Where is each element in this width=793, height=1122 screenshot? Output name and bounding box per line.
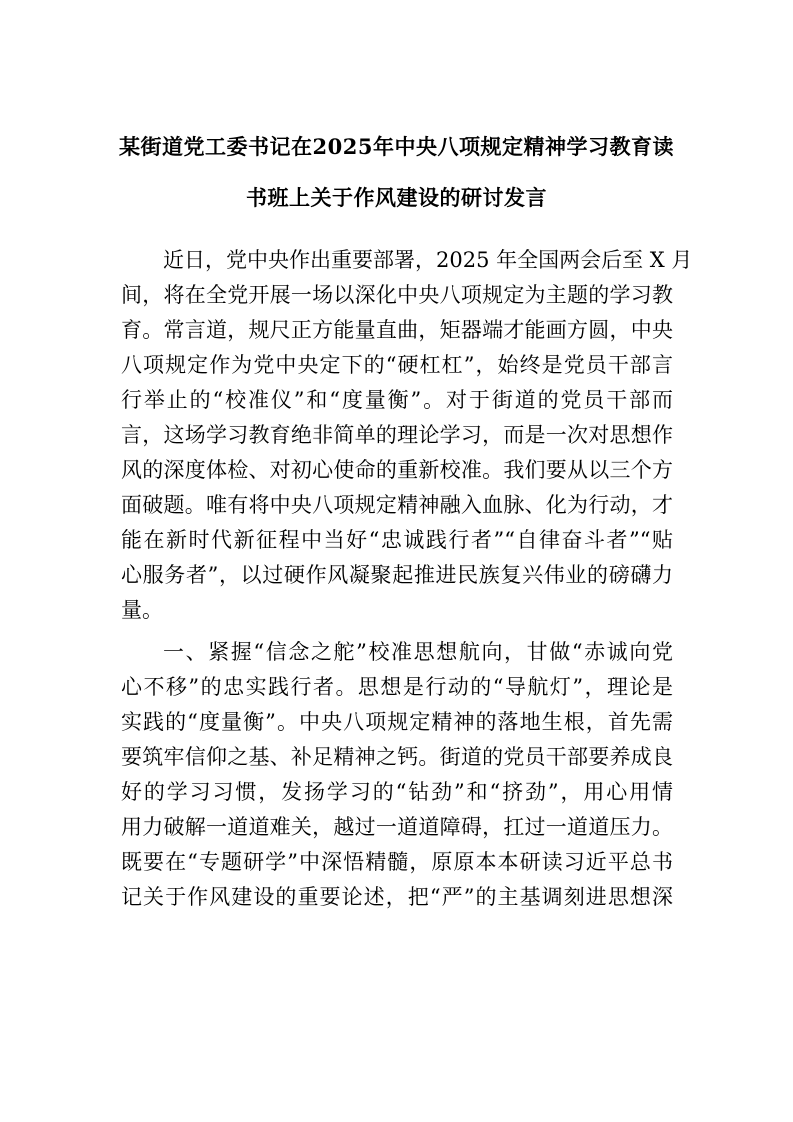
paragraph-1-line-4: 八项规定作为党中央定下的“硬杠杠”，始终是党员干部言 <box>121 353 673 377</box>
paragraph-1-line-3: 育。常言道，规尺正方能量直曲，矩器端才能画方圆，中央 <box>121 318 673 342</box>
paragraph-2-line-5: 好的学习习惯，发扬学习的“钻劲”和“挤劲”，用心用情 <box>121 780 673 804</box>
paragraph-1-line-11: 量。 <box>121 598 163 622</box>
paragraph-1-line-9: 能在新时代新征程中当好“忠诚践行者”“自律奋斗者”“贴 <box>121 528 673 552</box>
paragraph-2-line-3: 实践的“度量衡”。中央八项规定精神的落地生根，首先需 <box>121 710 673 734</box>
paragraph-2-line-7: 既要在“专题研学”中深悟精髓，原原本本研读习近平总书 <box>121 850 673 874</box>
paragraph-1-line-8: 面破题。唯有将中央八项规定精神融入血脉、化为行动，才 <box>121 493 673 517</box>
paragraph-1-line-1: 近日，党中央作出重要部署，2025 年全国两会后至 X 月 <box>163 248 693 272</box>
paragraph-2-line-1: 一、紧握“信念之舵”校准思想航向，甘做“赤诚向党 <box>163 640 673 664</box>
paragraph-2-line-2: 心不移”的忠实践行者。思想是行动的“导航灯”，理论是 <box>121 675 673 699</box>
paragraph-1-line-10: 心服务者”，以过硬作风凝聚起推进民族复兴伟业的磅礴力 <box>121 563 673 587</box>
paragraph-1-line-5: 行举止的“校准仪”和“度量衡”。对于街道的党员干部而 <box>121 388 673 412</box>
paragraph-2-line-4: 要筑牢信仰之基、补足精神之钙。街道的党员干部要养成良 <box>121 745 673 769</box>
paragraph-2-line-8: 记关于作风建设的重要论述，把“严”的主基调刻进思想深 <box>121 885 673 909</box>
document-title-line-2: 书班上关于作风建设的研讨发言 <box>246 185 547 210</box>
document-title-line-1: 某街道党工委书记在2025年中央八项规定精神学习教育读 <box>119 134 674 159</box>
paragraph-1-line-7: 风的深度体检、对初心使命的重新校准。我们要从以三个方 <box>121 458 673 482</box>
paragraph-1-line-6: 言，这场学习教育绝非简单的理论学习，而是一次对思想作 <box>121 423 673 447</box>
paragraph-2-line-6: 用力破解一道道难关，越过一道道障碍，扛过一道道压力。 <box>121 815 673 839</box>
paragraph-1-line-2: 间，将在全党开展一场以深化中央八项规定为主题的学习教 <box>121 283 673 307</box>
